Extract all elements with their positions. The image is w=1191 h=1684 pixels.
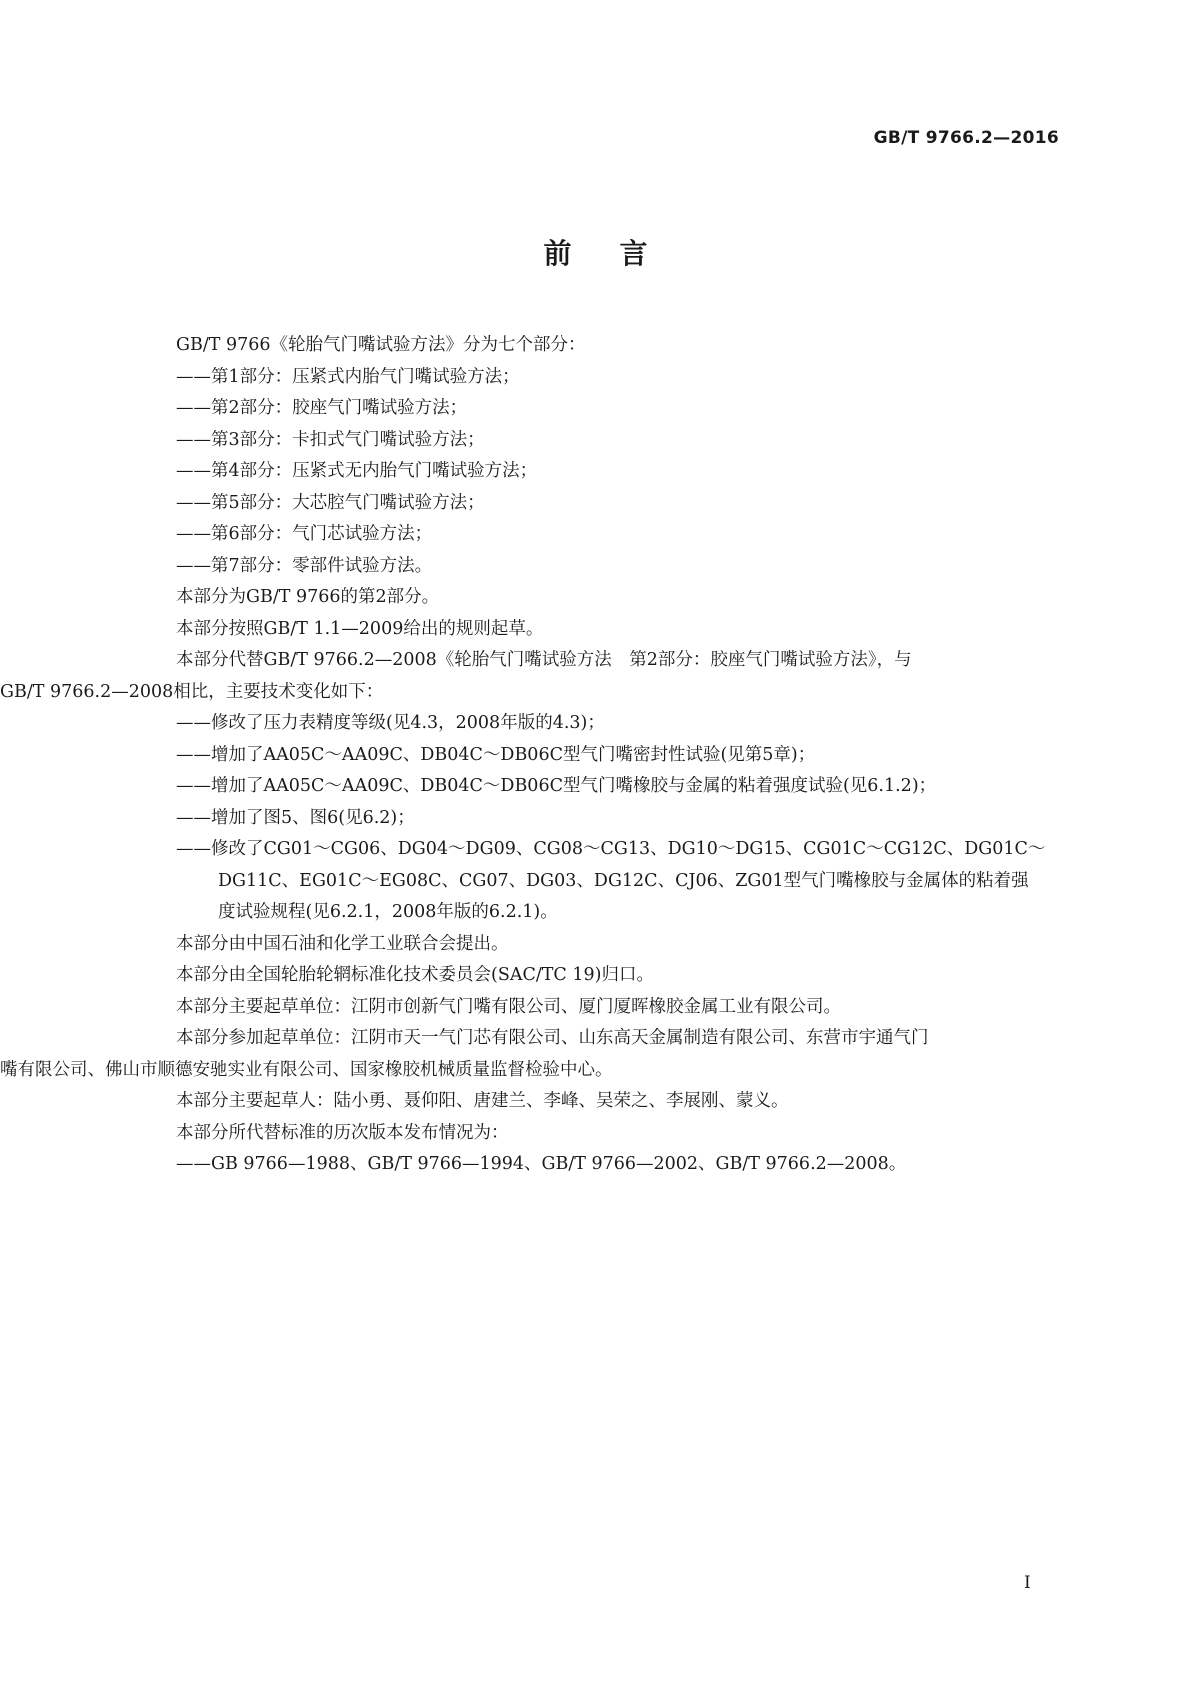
part-item: ——第1部分：压紧式内胎气门嘴试验方法；: [176, 366, 520, 387]
part-item: ——第4部分：压紧式无内胎气门嘴试验方法；: [176, 461, 538, 481]
change-item: ——修改了压力表精度等级(见4.3，2008年版的4.3)；: [176, 713, 605, 733]
paragraph-history-intro: 本部分所代替标准的历次版本发布情况为：: [176, 1122, 509, 1143]
paragraph-drafting-rules: 本部分按照GB/T 1.1—2009给出的规则起草。: [176, 618, 544, 639]
part-item: ——第6部分：气门芯试验方法；: [176, 524, 433, 544]
standard-code: GB/T 9766.2—2016: [873, 128, 1059, 148]
part-item: ——第7部分：零部件试验方法。: [176, 555, 433, 576]
paragraph-main-drafters: 本部分主要起草人：陆小勇、聂仰阳、唐建兰、李峰、吴荣之、李展刚、蒙义。: [176, 1091, 789, 1111]
change-item-long-line2: DG11C、EG01C～EG08C、CG07、DG03、DG12C、CJ06、ZG01型气门嘴橡胶与金属体的粘着强: [218, 870, 1029, 891]
change-item: ——增加了AA05C～AA09C、DB04C～DB06C型气门嘴橡胶与金属的粘着强度试验(见6.1.2)；: [176, 776, 937, 796]
change-item-long-line1: ——修改了CG01～CG06、DG04～DG09、CG08～CG13、DG10～DG15、CG01C～CG12C、DG01C～: [176, 839, 1046, 859]
change-item: ——增加了图5、图6(见6.2)；: [176, 807, 415, 828]
change-item: ——增加了AA05C～AA09C、DB04C～DB06C型气门嘴密封性试验(见第5章)；: [176, 744, 816, 765]
page-title: 前言: [543, 237, 696, 270]
paragraph-intro: GB/T 9766《轮胎气门嘴试验方法》分为七个部分：: [176, 335, 586, 355]
paragraph-centralized-by: 本部分由全国轮胎轮辋标准化技术委员会(SAC/TC 19)归口。: [176, 965, 654, 985]
part-item: ——第3部分：卡扣式气门嘴试验方法；: [176, 429, 485, 450]
paragraph-replaces-line2: GB/T 9766.2—2008相比，主要技术变化如下：: [0, 681, 384, 702]
paragraph-participating-units-line2: 嘴有限公司、佛山市顺德安驰实业有限公司、国家橡胶机械质量监督检验中心。: [0, 1059, 613, 1080]
foreword-body: [0, 330, 1056, 1181]
part-item: ——第5部分：大芯腔气门嘴试验方法；: [176, 492, 485, 513]
part-item: ——第2部分：胶座气门嘴试验方法；: [176, 398, 468, 418]
paragraph-main-drafters-units: 本部分主要起草单位：江阴市创新气门嘴有限公司、厦门厦晖橡胶金属工业有限公司。: [176, 996, 841, 1017]
paragraph-replaces-line1: 本部分代替GB/T 9766.2—2008《轮胎气门嘴试验方法 第2部分：胶座气门嘴试验方法》，与: [176, 650, 912, 670]
change-item-long-line3: 度试验规程(见6.2.1，2008年版的6.2.1)。: [218, 902, 558, 922]
paragraph-participating-units-line1: 本部分参加起草单位：江阴市天一气门芯有限公司、山东高天金属制造有限公司、东营市宇通气门: [176, 1028, 929, 1048]
history-item: ——GB 9766—1988、GB/T 9766—1994、GB/T 9766—2002、GB/T 9766.2—2008。: [176, 1154, 907, 1174]
paragraph-part-statement: 本部分为GB/T 9766的第2部分。: [176, 587, 440, 607]
paragraph-proposed-by: 本部分由中国石油和化学工业联合会提出。: [176, 933, 509, 954]
page-number: I: [1024, 1573, 1031, 1593]
